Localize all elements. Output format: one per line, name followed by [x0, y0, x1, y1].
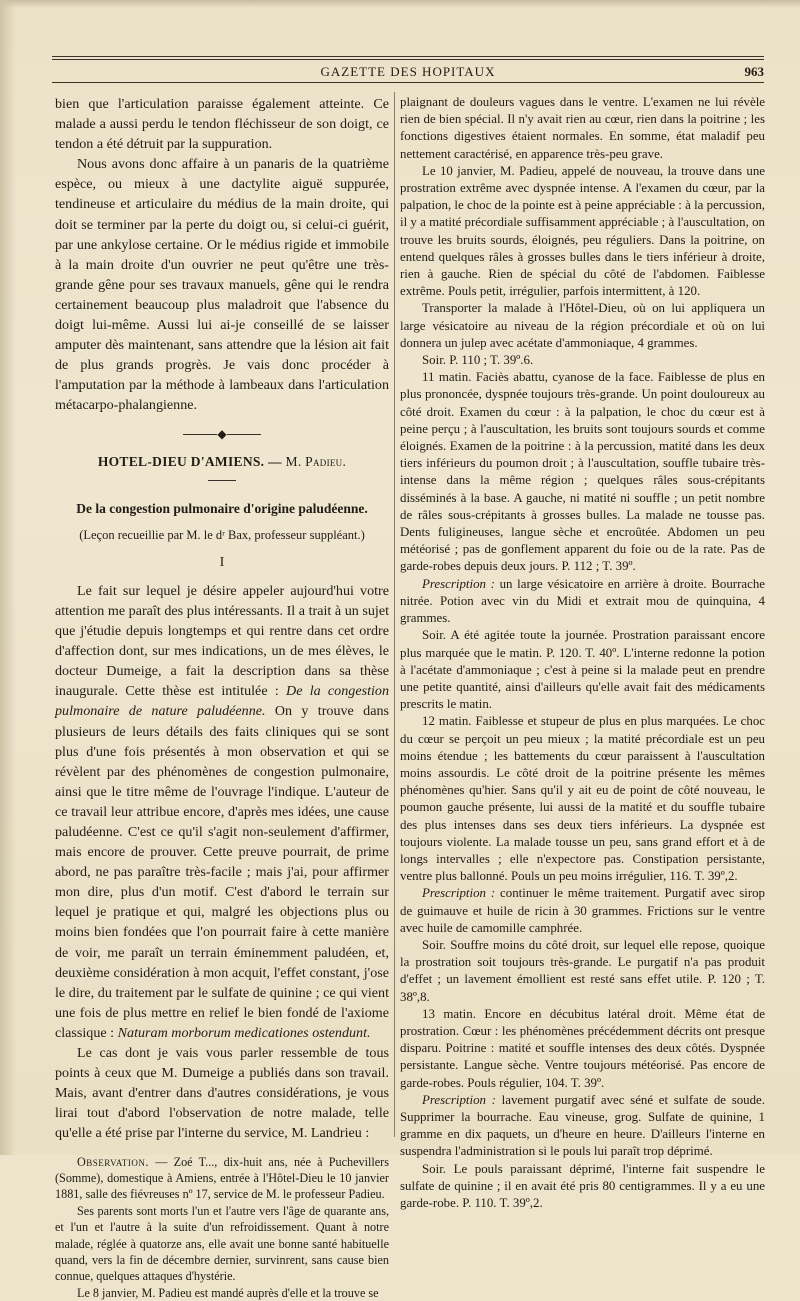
paragraph: Prescription : continuer le même traitement. Purgatif avec sirop de guimauve et huile de ricin à 30 grammes. Frictions sur le ventre avec huile de camomille camphrée.	[400, 885, 765, 937]
paragraph: Soir. P. 110 ; T. 39º.6.	[400, 352, 765, 369]
lecture-note: (Leçon recueillie par M. le dʳ Bax, professeur suppléant.)	[55, 525, 389, 545]
observation-paragraph: Ses parents sont morts l'un et l'autre vers l'âge de quarante ans, et l'un et l'autre à la suite d'un refroidissement. Quant à notre malade, réglée à quatorze ans, elle avait une bonne santé habituelle quand, vers la fin de décembre dernier, survinrent, sans cause bien connue, quelques attaques d'hystérie.	[55, 1203, 389, 1285]
observation-label: Observation.	[77, 1155, 149, 1169]
binding-shadow	[0, 0, 16, 1155]
paragraph: bien que l'articulation paraisse également atteinte. Ce malade a aussi perdu le tendon fléchisseur de son doigt, ce tendon a été détruit par la suppuration.	[55, 94, 389, 154]
section-author: M. Padieu.	[286, 454, 347, 469]
running-title: GAZETTE DES HOPITAUX	[52, 64, 764, 80]
observation-block	[55, 1154, 389, 1301]
paragraph: 12 matin. Faiblesse et stupeur de plus en plus marquées. Le choc du cœur se perçoit un peu mieux ; la matité précordiale est un peu moins étendue ; les battements du cœur paraissent à l'auscultation moins assourdis. Le côté droit de la poitrine présente les mêmes phénomènes qu'hier. Sans qu'il y ait eu de point de côté nouveau, le poumon gauche présente, lui aussi de la matité et du souffle tubaire des plus intenses dans ses deux tiers inférieurs. La dyspnée est toujours violente. La malade tousse un peu, sans grand effort et à de longs intervalles ; elle n'expectore pas. Constipation persistante, ventre plus ballonné. Pouls un peu moins irrégulier, 116. T. 39º,2.	[400, 713, 765, 885]
paragraph: Le 10 janvier, M. Padieu, appelé de nouveau, la trouve dans une prostration extrême avec dyspnée intense. A l'examen du cœur, par la palpation, le choc de la pointe est à peine appréciable : à la percussion, il y a matité précordiale suffisamment appréciable ; à l'auscultation, on trouve les bruits sourds, éloignés, peu réguliers. Dans la poitrine, on entend quelques râles à grosses bulles dans le tiers inférieur à droite, rien à gauche. Rien de spécial du côté de l'abdomen. Faiblesse extrême. Pouls petit, irrégulier, parfois intermittent, à 120.	[400, 163, 765, 301]
left-column	[55, 94, 389, 1301]
prescription-label: Prescription :	[422, 1093, 496, 1107]
paragraph: Soir. Souffre moins du côté droit, sur lequel elle repose, quoique la prostration soit toujours très-grande. Le purgatif n'a pas produit d'effet ; un lavement émollient est resté sans effet utile. P. 120 ; T. 38º,8.	[400, 937, 765, 1006]
section-heading	[55, 452, 389, 472]
prescription-label: Prescription :	[422, 886, 495, 900]
paragraph: Soir. A été agitée toute la journée. Prostration paraissant encore plus marquée que le matin. P. 120. T. 40º. L'interne redonne la potion à l'acétate d'ammoniaque ; c'est à peine si la malade peut en prendre une petite quantité, ainsi d'ailleurs qu'elle avait fait des médicaments prescrits le matin.	[400, 627, 765, 713]
part-number: I	[55, 553, 389, 573]
page-edge-shadow	[0, 0, 800, 8]
paragraph: Prescription : lavement purgatif avec séné et sulfate de soude. Supprimer la bourrache. Eau vineuse, grog. Sulfate de quinine, 1 gramme en dix paquets, un d'heure en heure. D'ailleurs l'interne en suspendra l'administration si le pouls lui paraît trop déprimé.	[400, 1092, 765, 1161]
paragraph: plaignant de douleurs vagues dans le ventre. L'examen ne lui révèle rien de bien spécial. Il n'y avait rien au cœur, rien dans la poitrine ; les fonctions digestives étaient normales. En somme, état maladif peu nettement caractérisé, en apparence très-peu grave.	[400, 94, 765, 163]
paragraph: 13 matin. Encore en décubitus latéral droit. Même état de prostration. Cœur : les phénomènes précédemment décrits ont presque disparu. Poitrine : matité et souffle intenses des deux côtés. Dyspnée persistante. Langue sèche. Ventre toujours météorisé. Pas encore de garde-robes. Pouls régulier, 104. T. 39º.	[400, 1006, 765, 1092]
observation-paragraph: Le 8 janvier, M. Padieu est mandé auprès d'elle et la trouve se	[55, 1285, 389, 1301]
paragraph: Prescription : un large vésicatoire en arrière à droite. Bourrache nitrée. Potion avec vin du Midi et extrait mou de quinquina, 4 grammes.	[400, 576, 765, 628]
header-rule-top-second	[52, 59, 764, 60]
page-header	[52, 56, 764, 82]
section-separator: ◆	[55, 428, 389, 440]
page-number: 963	[745, 64, 765, 80]
observation-paragraph: Observation. — Zoé T..., dix-huit ans, née à Puchevillers (Somme), domestique à Amiens, entrée à l'Hôtel-Dieu le 10 janvier 1881, salle des fiévreuses nº 17, service de M. le professeur Padieu.	[55, 1154, 389, 1203]
latin-axiom: Naturam morborum medicationes ostendunt.	[118, 1025, 371, 1041]
paragraph: Transporter la malade à l'Hôtel-Dieu, où on lui appliquera un large vésicatoire au niveau de la région précordiale et où on lui donnera un julep avec acétate d'ammoniaque, 4 grammes.	[400, 300, 765, 352]
paragraph: Nous avons donc affaire à un panaris de la quatrième espèce, ou mieux à une dactylite aiguë suppurée, tendineuse et articulaire du médius de la main droite, qui doit se terminer par la perte du doigt ou, si celui-ci guérit, par une ankylose certaine. Or le médius rigide et immobile à la main droite d'un ouvrier ne peut qu'être une très-grande gêne pour ses travaux manuels, gêne qui le rendra certainement beaucoup plus maladroit que l'absence du doigt lui-même. Aussi lui ai-je conseillé de se laisser amputer dès maintenant, sans attendre que la lésion ait fait de plus grands progrès. Je vais donc procéder à l'amputation par la méthode à lambeaux dans l'articulation métacarpo-phalangienne.	[55, 154, 389, 415]
prescription-label: Prescription :	[422, 577, 495, 591]
right-column	[400, 94, 765, 1212]
paragraph: Le cas dont je vais vous parler ressemble de tous points à ceux que M. Dumeige a publiés dans son travail. Mais, avant d'entrer dans d'autres considérations, je vous lirai tout d'abord l'observation de notre malade, telle qu'elle a été prise par l'interne du service, M. Landrieu :	[55, 1043, 389, 1143]
thesis-title: De la congestion pulmonaire de nature paludéenne.	[55, 683, 389, 719]
paragraph: Le fait sur lequel je désire appeler aujourd'hui votre attention me paraît des plus intéressants. Il a trait à un sujet que j'étudie depuis longtemps et qui rentre dans cet ordre d'affection dont, sur mes indications, un de mes élèves, le docteur Dumeige, a fait la description dans sa thèse inaugurale. Cette thèse est intitulée : De la congestion pulmonaire de nature paludéenne. On y trouve dans plusieurs de leurs détails des faits cliniques qui se sont plus d'une fois présentés à mon observation et qui se révèlent par des phénomènes de congestion pulmonaire, ainsi que le titre même de l'ouvrage l'indique. L'auteur de ce travail leur attribue encore, d'après mes idées, une cause paludéenne. C'est ce qu'il s'agit non-seulement d'affirmer, mais encore de prouver. Cette preuve pourrait, de prime abord, ne pas paraître très-facile ; mais j'ai, pour affirmer mon dire, plus d'un motif. C'est d'abord le terrain sur lequel je pratique et qui, malgré les objections plus ou moins bien fondées que l'on pourrait faire à cette manière de voir, me paraît un terrain éminemment paludéen, et, deuxième considération à mon acquit, l'effet constant, j'ose le dire, du traitement par le sulfate de quinine ; ce qui vient une fois de plus mettre en relief le bien fondé de l'axiome classique : Naturam morborum medicationes ostendunt.	[55, 581, 389, 1043]
heading-rule	[208, 480, 236, 481]
hospital-name: HOTEL-DIEU D'AMIENS. —	[98, 454, 282, 469]
header-rule-top	[52, 56, 764, 57]
column-divider	[394, 92, 395, 1137]
paragraph: Soir. Le pouls paraissant déprimé, l'interne fait suspendre le sulfate de quinine ; il en avait été pris 80 centigrammes. Il y a eu une garde-robe. P. 110. T. 39º,2.	[400, 1161, 765, 1213]
article-title: De la congestion pulmonaire d'origine paludéenne.	[55, 499, 389, 519]
header-rule-bottom	[52, 82, 764, 83]
paragraph: 11 matin. Faciès abattu, cyanose de la face. Faiblesse de plus en plus prononcée, dyspnée toujours très-grande. Un point douloureux au côté droit. Examen du cœur : à la palpation, le choc du cœur est à peine perçu ; à l'auscultation, les bruits sont toujours sourds et comme éloignés. Examen de la poitrine : à la percussion, matité dans les deux tiers inférieurs du poumon droit ; à l'auscultation, souffle tubaire très-intense dans la même région ; quelques râles sous-crépitants disséminés à la base. A gauche, ni matité ni souffle ; un petit nombre de râles sous-crépitants à grosses bulles. La malade ne tousse pas. Dents fuligineuses, langue sèche et encroûtée. Abdomen un peu météorisé ; pas de gonflement apparent du foie ou de la rate. Pas de garde-robes depuis deux jours. P. 112 ; T. 39º.	[400, 369, 765, 575]
